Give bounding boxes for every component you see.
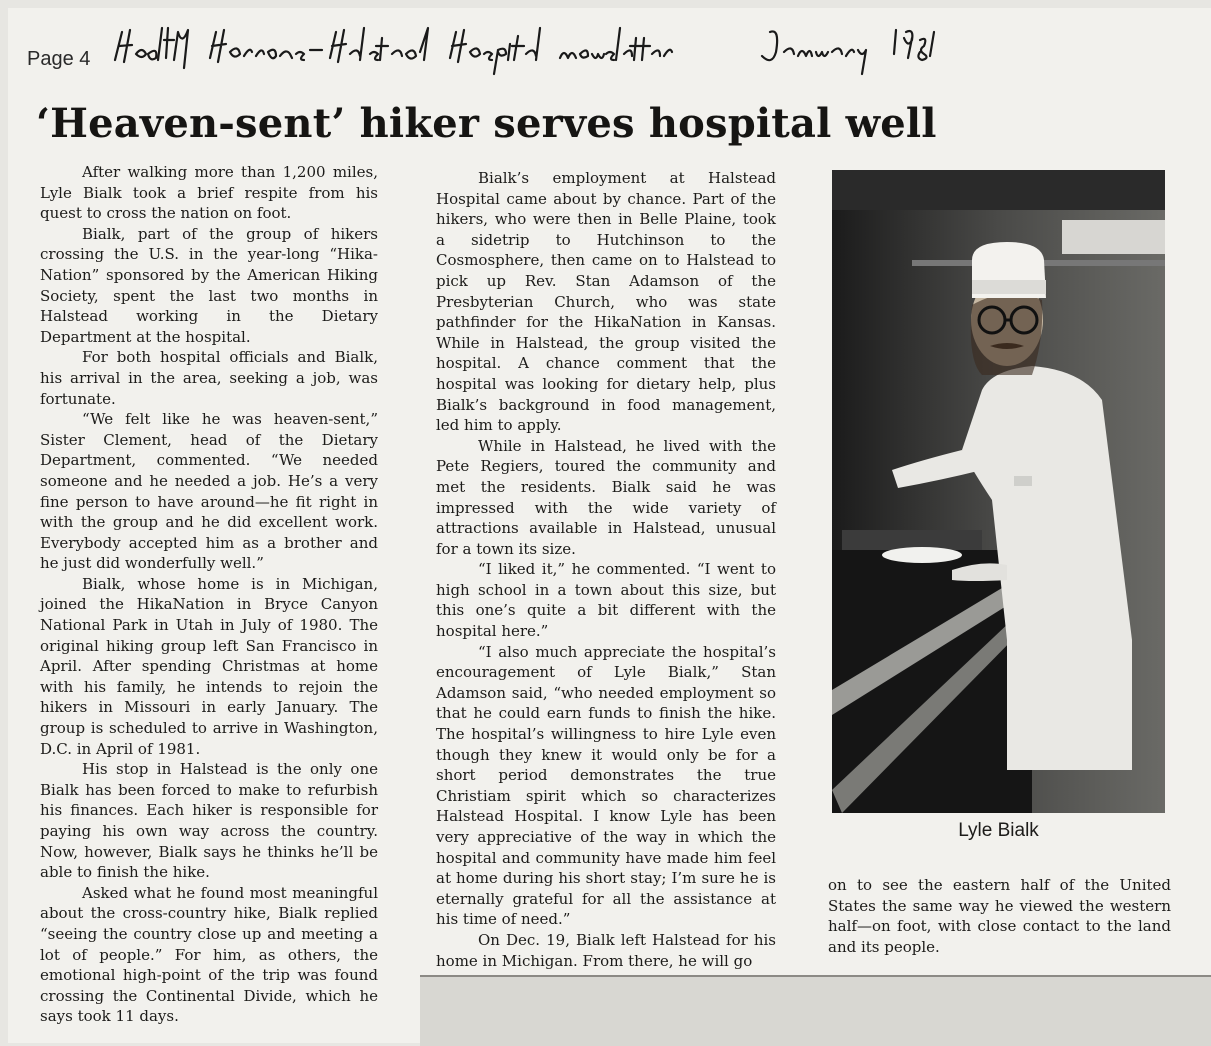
- kitchen-worker-photo: [832, 170, 1165, 813]
- torn-paper-edge: [420, 975, 1211, 1046]
- photo-caption: Lyle Bialk: [958, 820, 1039, 841]
- paragraph: Bialk, whose home is in Michigan, joined the HikaNation in Bryce Canyon National Park in Utah in July of 1980. The original hiking group left San Francisco in April. After spending Christmas at home with his family, he intends to rejoin the hikers in Missouri in early January. The group is scheduled to arrive in Washington, D.C. in April of 1981.: [40, 574, 378, 758]
- paragraph: “I also much appreciate the hospital’s encouragement of Lyle Bialk,” Stan Adamson said, “who needed employment so that he could earn funds to finish the hike. The hospital’s willingness to hire Lyle even though they knew it would only be for a short period demonstrates the true Christiam spirit which so characterizes Halstead Hospital. I know Lyle has been very appreciative of the way in which the hospital and community have made him feel at home during his short stay; I’m sure he is eternally grateful for all the assistance at his time of need.”: [436, 642, 776, 929]
- page-label: Page 4: [27, 48, 91, 70]
- article-column-3: [828, 875, 1171, 957]
- paragraph: For both hospital officials and Bialk, his arrival in the area, seeking a job, was fortunate.: [40, 348, 378, 408]
- paragraph: Bialk, part of the group of hikers crossing the U.S. in the year-long “Hika-Nation” sponsored by the American Hiking Society, spent the last two months in Halstead working in the Dietary Department at the hospital.: [40, 224, 378, 346]
- paragraph: While in Halstead, he lived with the Pete Regiers, toured the community and met the residents. Bialk said he was impressed with the wide variety of attractions available in Halstead, unusual for a town its size.: [436, 436, 776, 558]
- paragraph: His stop in Halstead is the only one Bialk has been forced to make to refurbish his finances. Each hiker is responsible for paying his own way across the country. Now, however, Bialk says he thinks he’ll be able to finish the hike.: [40, 760, 378, 882]
- paragraph: Asked what he found most meaningful about the cross-country hike, Bialk replied “seeing the country close up and meeting a lot of people.” For him, as others, the emotional high-point of the trip was found crossing the Continental Divide, which he says took 11 days.: [40, 883, 378, 1026]
- paragraph: After walking more than 1,200 miles, Lyle Bialk took a brief respite from his quest to cross the nation on foot.: [40, 163, 378, 223]
- handwritten-annotation-image: [110, 18, 960, 78]
- paragraph: on to see the eastern half of the United States the same way he viewed the western half—on foot, with close contact to the land and its people.: [828, 876, 1171, 956]
- paragraph: “I liked it,” he commented. “I went to high school in a town about this size, but this one’s quite a bit different with the hospital here.”: [436, 560, 776, 641]
- article-column-2: [436, 168, 776, 971]
- article-headline: ‘Heaven-sent’ hiker serves hospital well: [36, 100, 937, 147]
- handwritten-note: [110, 18, 960, 78]
- paragraph: On Dec. 19, Bialk left Halstead for his home in Michigan. From there, he will go: [436, 930, 776, 970]
- paragraph: Bialk’s employment at Halstead Hospital came about by chance. Part of the hikers, who were then in Belle Plaine, took a sidetrip to Hutchinson to the Cosmosphere, then came on to Halstead to pick up Rev. Stan Adamson of the Presbyterian Church, who was state pathfinder for the HikaNation in Kansas. While in Halstead, the group visited the hospital. A chance comment that the hospital was looking for dietary help, plus Bialk’s background in food management, led him to apply.: [436, 169, 776, 435]
- article-photo: [832, 170, 1165, 813]
- paragraph: “We felt like he was heaven-sent,” Sister Clement, head of the Dietary Department, commented. “We needed someone and he needed a job. He’s a very fine person to have around—he fit right in with the group and he did excellent work. Everybody accepted him as a brother and he just did wonderfully well.”: [40, 410, 378, 573]
- article-column-1: [40, 162, 378, 1027]
